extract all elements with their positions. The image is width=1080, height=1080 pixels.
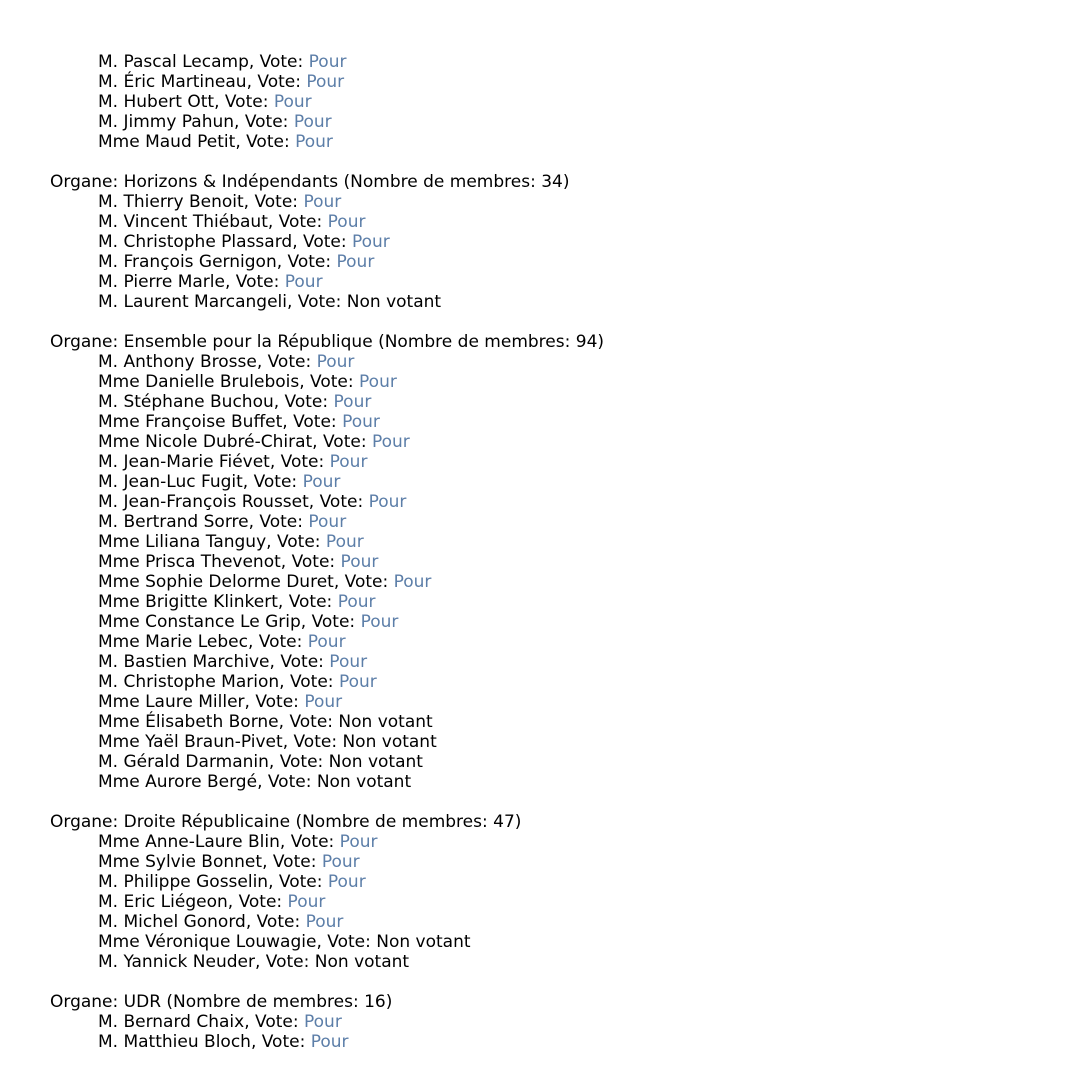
vote-value: Pour	[371, 432, 410, 452]
vote-label: , Vote:	[243, 192, 304, 212]
member-row	[50, 612, 604, 632]
member-name: Mme Danielle Brulebois	[98, 372, 300, 392]
member-name: M. Christophe Marion	[98, 672, 280, 692]
vote-value: Pour	[329, 452, 368, 472]
member-name: M. Christophe Plassard	[98, 232, 293, 252]
member-row	[50, 592, 604, 612]
vote-value: Pour	[295, 132, 333, 152]
vote-list	[50, 52, 604, 1052]
vote-label: , Vote:	[282, 412, 343, 432]
group-spacer	[50, 312, 604, 332]
vote-label: , Vote:	[244, 692, 305, 712]
member-row	[50, 732, 604, 752]
member-row	[50, 532, 604, 552]
organe-prefix: Organe:	[50, 172, 124, 192]
vote-label: , Vote:	[248, 52, 309, 72]
vote-value: Pour	[327, 872, 366, 892]
members-count: 34	[541, 172, 563, 192]
member-row	[50, 772, 604, 792]
vote-label: , Vote:	[312, 432, 372, 452]
vote-label: , Vote:	[248, 512, 309, 532]
member-row	[50, 952, 604, 972]
member-name: Mme Yaël Braun-Pivet	[98, 732, 283, 752]
vote-label: , Vote:	[242, 472, 303, 492]
vote-value: Pour	[360, 612, 399, 632]
member-name: Mme Nicole Dubré-Chirat	[98, 432, 313, 452]
organe-header	[50, 172, 604, 192]
vote-label: , Vote:	[267, 212, 328, 232]
member-row	[50, 412, 604, 432]
member-row	[50, 192, 604, 212]
member-row	[50, 512, 604, 532]
vote-label: , Vote:	[246, 72, 307, 92]
member-row	[50, 392, 604, 412]
member-row	[50, 352, 604, 372]
vote-value: Pour	[393, 572, 432, 592]
group-spacer	[50, 792, 604, 812]
member-row	[50, 112, 604, 132]
vote-value: Pour	[303, 192, 342, 212]
organe-name: Horizons & Indépendants	[123, 172, 339, 192]
vote-value: Pour	[337, 592, 376, 612]
vote-value: Pour	[321, 852, 360, 872]
member-name: Mme Prisca Thevenot	[98, 552, 281, 572]
vote-value: Pour	[284, 272, 323, 292]
vote-label: , Vote:	[244, 1012, 304, 1032]
member-name: Mme Laure Miller	[98, 692, 245, 712]
vote-value: Pour	[305, 912, 344, 932]
organe-name: UDR	[123, 992, 162, 1012]
vote-value: Pour	[333, 392, 372, 412]
vote-value: Non votant	[328, 752, 423, 772]
member-name: Mme Marie Lebec	[98, 632, 248, 652]
member-row	[50, 652, 604, 672]
vote-label: , Vote:	[214, 92, 274, 112]
vote-label: , Vote:	[279, 672, 339, 692]
vote-label: , Vote:	[278, 712, 339, 732]
vote-label: , Vote:	[333, 572, 394, 592]
vote-value: Pour	[308, 512, 347, 532]
vote-label: , Vote:	[308, 492, 369, 512]
vote-value: Pour	[302, 472, 341, 492]
member-row	[50, 212, 604, 232]
vote-label: , Vote:	[266, 532, 326, 552]
vote-label: , Vote:	[235, 132, 296, 152]
organe-prefix: Organe:	[50, 332, 124, 352]
member-row	[50, 1012, 604, 1032]
vote-label: , Vote:	[280, 552, 341, 572]
member-name: M. Thierry Benoit	[98, 192, 244, 212]
member-row	[50, 52, 604, 72]
member-row	[50, 372, 604, 392]
vote-label: , Vote:	[255, 952, 315, 972]
vote-value: Pour	[304, 1012, 342, 1032]
vote-value: Pour	[306, 72, 345, 92]
member-row	[50, 452, 604, 472]
vote-label: , Vote:	[277, 592, 338, 612]
member-row	[50, 92, 604, 112]
member-name: M. Jean-François Rousset	[98, 492, 309, 512]
vote-label: , Vote:	[269, 652, 330, 672]
organe-name: Ensemble pour la République	[123, 332, 373, 352]
vote-label: , Vote:	[316, 932, 377, 952]
vote-label: , Vote:	[247, 632, 308, 652]
vote-label: , Vote:	[299, 372, 360, 392]
vote-value: Pour	[338, 672, 377, 692]
member-row	[50, 272, 604, 292]
member-name: M. François Gernigon	[98, 252, 277, 272]
member-name: M. Bertrand Sorre	[98, 512, 249, 532]
members-count-prefix: (Nombre de membres:	[338, 172, 542, 192]
vote-value: Pour	[327, 212, 366, 232]
member-name: M. Vincent Thiébaut	[98, 212, 268, 232]
member-row	[50, 932, 604, 952]
vote-label: , Vote:	[279, 832, 340, 852]
member-name: M. Stéphane Buchou	[98, 392, 274, 412]
vote-label: , Vote:	[287, 292, 347, 312]
member-row	[50, 752, 604, 772]
vote-value: Pour	[368, 492, 407, 512]
vote-value: Pour	[304, 692, 343, 712]
member-name: M. Pascal Lecamp	[98, 52, 249, 72]
member-name: M. Laurent Marcangeli	[98, 292, 287, 312]
vote-label: , Vote:	[276, 252, 337, 272]
organe-header	[50, 812, 604, 832]
member-name: Mme Élisabeth Borne	[98, 712, 279, 732]
member-name: Mme Véronique Louwagie	[98, 932, 317, 952]
vote-label: , Vote:	[268, 872, 328, 892]
member-row	[50, 892, 604, 912]
members-count-suffix: )	[514, 812, 522, 832]
member-row	[50, 632, 604, 652]
members-count: 94	[575, 332, 598, 352]
vote-value: Pour	[310, 1032, 349, 1052]
member-row	[50, 572, 604, 592]
member-row	[50, 132, 604, 152]
members-count-prefix: (Nombre de membres:	[372, 332, 576, 352]
member-row	[50, 1032, 604, 1052]
members-count-suffix: )	[597, 332, 605, 352]
members-count: 47	[493, 812, 515, 832]
vote-label: , Vote:	[262, 852, 322, 872]
group-spacer	[50, 152, 604, 172]
member-row	[50, 252, 604, 272]
vote-label: , Vote:	[282, 732, 343, 752]
vote-value: Pour	[307, 632, 346, 652]
members-count-suffix: )	[385, 992, 393, 1012]
member-name: Mme Aurore Bergé	[98, 772, 258, 792]
vote-value: Pour	[339, 832, 378, 852]
vote-label: , Vote:	[234, 112, 294, 132]
member-row	[50, 852, 604, 872]
member-name: M. Éric Martineau	[98, 72, 247, 92]
member-row	[50, 872, 604, 892]
member-name: M. Eric Liégeon	[98, 892, 228, 912]
vote-value: Non votant	[342, 732, 437, 752]
organe-prefix: Organe:	[50, 812, 124, 832]
organe-header	[50, 332, 604, 352]
vote-label: , Vote:	[250, 1032, 311, 1052]
members-count-prefix: (Nombre de membres:	[290, 812, 494, 832]
member-row	[50, 492, 604, 512]
member-name: M. Philippe Gosselin	[98, 872, 269, 892]
vote-value: Pour	[329, 652, 368, 672]
vote-label: , Vote:	[268, 752, 329, 772]
vote-label: , Vote:	[257, 772, 317, 792]
member-name: Mme Liliana Tanguy	[98, 532, 267, 552]
member-row	[50, 672, 604, 692]
group-spacer	[50, 972, 604, 992]
vote-value: Non votant	[376, 932, 471, 952]
member-name: M. Gérald Darmanin	[98, 752, 269, 772]
vote-value: Pour	[359, 372, 397, 392]
member-row	[50, 232, 604, 252]
vote-label: , Vote:	[269, 452, 330, 472]
organe-prefix: Organe:	[50, 992, 124, 1012]
member-name: M. Yannick Neuder	[98, 952, 255, 972]
vote-value: Non votant	[346, 292, 442, 312]
organe-header	[50, 992, 604, 1012]
member-name: M. Jean-Luc Fugit	[98, 472, 243, 492]
members-count: 16	[364, 992, 386, 1012]
member-name: Mme Sophie Delorme Duret	[98, 572, 334, 592]
member-name: M. Bernard Chaix	[98, 1012, 245, 1032]
member-name: Mme Anne-Laure Blin	[98, 832, 280, 852]
member-name: M. Bastien Marchive	[98, 652, 270, 672]
member-name: M. Michel Gonord	[98, 912, 246, 932]
vote-label: , Vote:	[256, 352, 317, 372]
member-name: Mme Brigitte Klinkert	[98, 592, 278, 612]
vote-label: , Vote:	[224, 272, 285, 292]
member-row	[50, 292, 604, 312]
member-row	[50, 432, 604, 452]
vote-value: Pour	[336, 252, 375, 272]
member-name: M. Pierre Marle	[98, 272, 225, 292]
vote-value: Pour	[287, 892, 326, 912]
member-row	[50, 552, 604, 572]
vote-value: Pour	[325, 532, 364, 552]
vote-value: Non votant	[316, 772, 412, 792]
vote-label: , Vote:	[300, 612, 361, 632]
vote-value: Pour	[293, 112, 332, 132]
member-row	[50, 692, 604, 712]
vote-label: , Vote:	[292, 232, 352, 252]
vote-value: Pour	[273, 92, 312, 112]
vote-value: Non votant	[314, 952, 410, 972]
member-name: Mme Françoise Buffet	[98, 412, 283, 432]
members-count-suffix: )	[562, 172, 570, 192]
member-name: M. Anthony Brosse	[98, 352, 257, 372]
member-row	[50, 832, 604, 852]
member-name: M. Hubert Ott	[98, 92, 215, 112]
member-name: M. Jimmy Pahun	[98, 112, 235, 132]
organe-name: Droite Républicaine	[123, 812, 291, 832]
member-name: M. Matthieu Bloch	[98, 1032, 251, 1052]
member-name: Mme Constance Le Grip	[98, 612, 301, 632]
member-name: Mme Sylvie Bonnet	[98, 852, 263, 872]
member-row	[50, 912, 604, 932]
vote-value: Non votant	[338, 712, 433, 732]
vote-label: , Vote:	[245, 912, 306, 932]
vote-value: Pour	[342, 412, 380, 432]
vote-value: Pour	[340, 552, 379, 572]
member-name: M. Jean-Marie Fiévet	[98, 452, 270, 472]
vote-label: , Vote:	[273, 392, 334, 412]
vote-value: Pour	[316, 352, 355, 372]
vote-value: Pour	[351, 232, 390, 252]
members-count-prefix: (Nombre de membres:	[161, 992, 365, 1012]
member-row	[50, 472, 604, 492]
member-name: Mme Maud Petit	[98, 132, 236, 152]
member-row	[50, 712, 604, 732]
vote-label: , Vote:	[227, 892, 288, 912]
member-row	[50, 72, 604, 92]
vote-value: Pour	[308, 52, 347, 72]
